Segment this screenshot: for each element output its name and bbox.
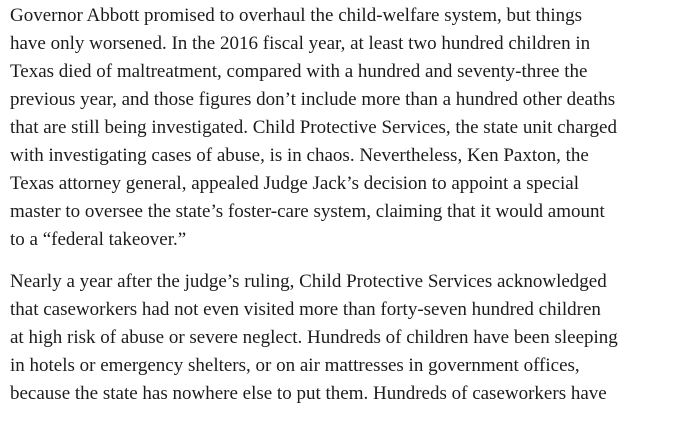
paragraph-line: master to oversee the state’s foster-care system, claiming that it would amount bbox=[10, 201, 605, 222]
article-body bbox=[10, 2, 694, 408]
paragraph-line: have only worsened. In the 2016 fiscal year, at least two hundred children in bbox=[10, 33, 591, 54]
paragraph-line: that caseworkers had not even visited more than forty-seven hundred children bbox=[10, 299, 601, 320]
paragraph-line: in hotels or emergency shelters, or on air mattresses in government offices, bbox=[10, 355, 580, 376]
paragraph-line: Nearly a year after the judge’s ruling, Child Protective Services acknowledged bbox=[10, 271, 607, 292]
paragraph-line: because the state has nowhere else to put them. Hundreds of caseworkers have bbox=[10, 383, 607, 404]
paragraph-line: Texas died of maltreatment, compared with a hundred and seventy-three the bbox=[10, 61, 588, 82]
paragraph-2 bbox=[10, 268, 694, 408]
paragraph-line: at high risk of abuse or severe neglect. Hundreds of children have been sleeping bbox=[10, 327, 618, 348]
paragraph-line: with investigating cases of abuse, is in chaos. Nevertheless, Ken Paxton, the bbox=[10, 145, 589, 166]
paragraph-1 bbox=[10, 2, 694, 254]
paragraph-line: to a “federal takeover.” bbox=[10, 229, 187, 250]
paragraph-line: previous year, and those figures don’t include more than a hundred other deaths bbox=[10, 89, 616, 110]
paragraph-line: Texas attorney general, appealed Judge Jack’s decision to appoint a special bbox=[10, 173, 579, 194]
paragraph-line: Governor Abbott promised to overhaul the child-welfare system, but things bbox=[10, 5, 582, 26]
paragraph-line: that are still being investigated. Child Protective Services, the state unit charged bbox=[10, 117, 617, 138]
